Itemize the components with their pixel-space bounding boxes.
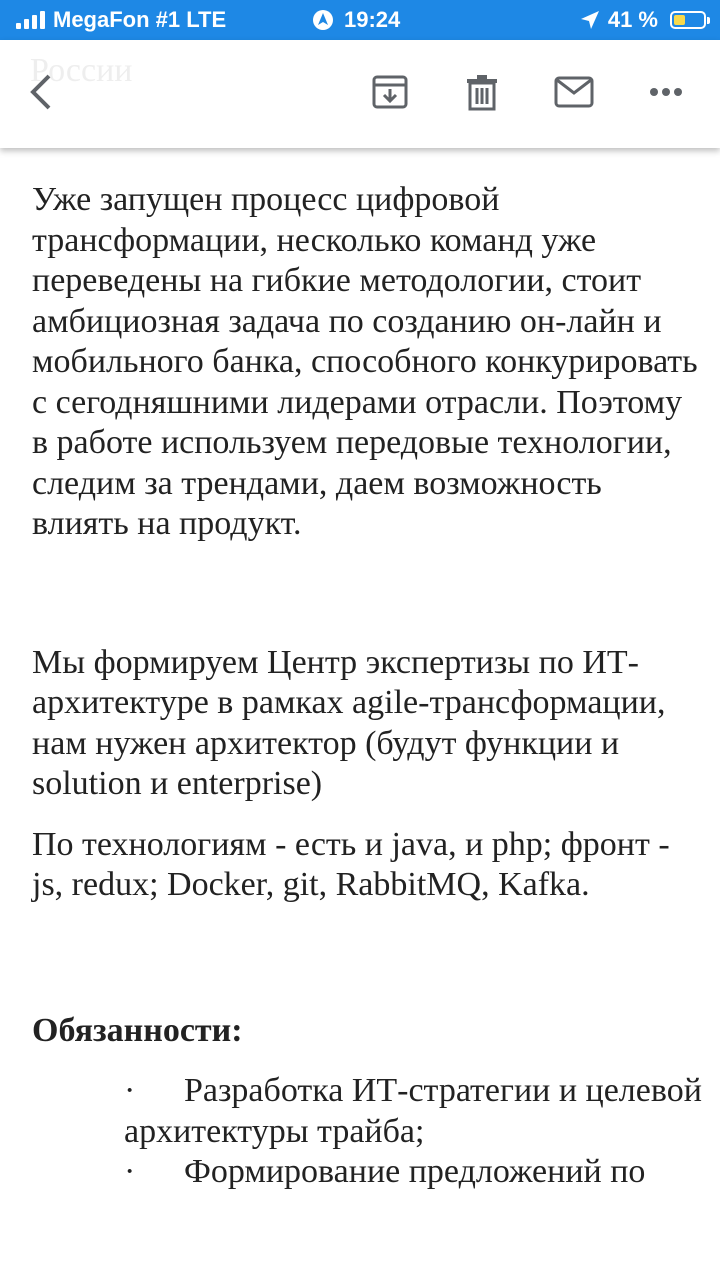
location-arrow-icon — [580, 10, 600, 30]
list-bullet: · — [124, 1072, 136, 1109]
battery-percent: 41 % — [607, 7, 658, 32]
list-bullet: · — [124, 1153, 136, 1190]
status-left — [16, 7, 226, 33]
delete-button[interactable] — [460, 70, 504, 114]
back-arrow-icon — [27, 72, 57, 112]
back-button[interactable] — [20, 70, 64, 114]
email-body — [32, 180, 702, 1193]
email-toolbar — [0, 40, 720, 148]
duties-list — [32, 1071, 702, 1193]
list-item — [32, 1071, 702, 1152]
list-item-text: Формирование предложений по — [184, 1153, 646, 1190]
status-right — [580, 7, 706, 33]
carrier-label: MegaFon #1 LTE — [53, 7, 227, 32]
signal-icon — [16, 11, 45, 29]
scrolled-subject-text: России — [30, 52, 133, 89]
clock: 19:24 — [344, 7, 401, 32]
status-bar — [0, 0, 720, 40]
list-item — [32, 1152, 702, 1193]
more-button[interactable] — [644, 70, 688, 114]
battery-fill — [674, 15, 685, 25]
mark-unread-button[interactable] — [552, 70, 596, 114]
battery-icon — [670, 11, 706, 29]
delete-icon — [465, 73, 499, 111]
archive-button[interactable] — [368, 70, 412, 114]
duties-heading: Обязанности: — [32, 1011, 243, 1049]
navigation-mode-icon — [312, 9, 334, 31]
mail-icon — [554, 76, 594, 108]
email-paragraph-1: Уже запущен процесс цифровой трансформации, несколько команд уже переведены на гибкие методологии, стоит амбициозная задача по созданию он-лайн и мобильного банка, способного конкурировать с сегодняшними лидерами отрасли. Поэтому в работе используем передовые технологии, следим за трендами, даем возможность влиять на продукт. — [32, 181, 698, 542]
status-center — [312, 7, 400, 33]
list-item-text: Разработка ИТ-стратегии и целевой архитектуры трайба; — [124, 1072, 702, 1150]
email-paragraph-3: По технологиям - есть и java, и php; фронт - js, redux; Docker, git, RabbitMQ, Kafka. — [32, 825, 670, 903]
more-icon — [649, 87, 683, 97]
email-paragraph-2: Мы формируем Центр экспертизы по ИТ-архитектуре в рамках agile-трансформации, нам нужен архитектор (будут функции и solution и enterprise) — [32, 643, 666, 802]
archive-icon — [371, 73, 409, 111]
